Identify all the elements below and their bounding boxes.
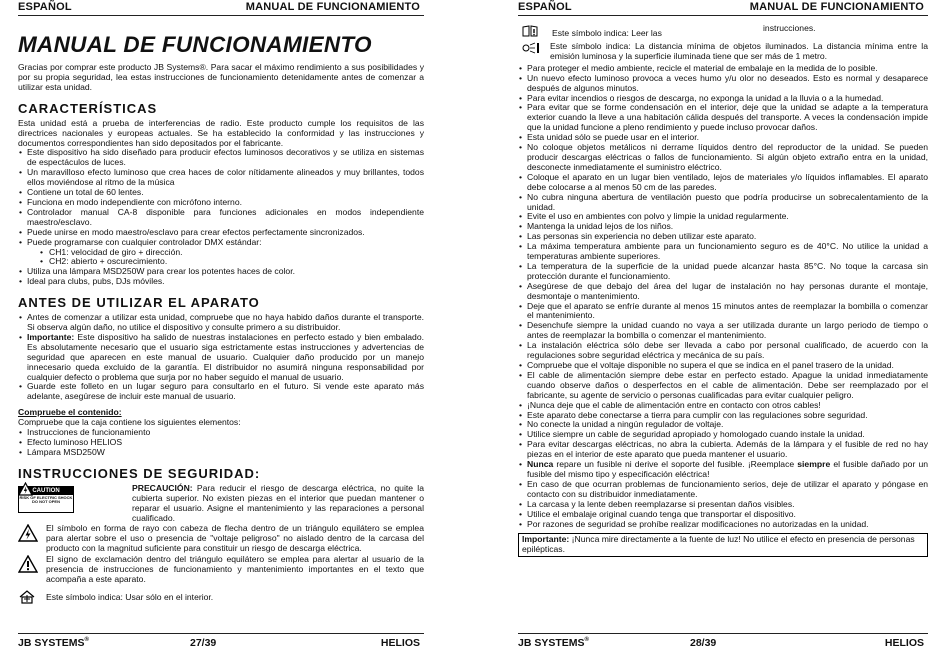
list-item: • La temperatura de la superficie de la unidad puede alcanzar hasta 85°C. No toque la carcasa sin protección durante el funcionamiento. <box>518 262 928 282</box>
footer-brand: JB SYSTEMS® <box>518 637 589 649</box>
header-doc-title: MANUAL DE FUNCIONAMIENTO <box>749 1 924 13</box>
indoor-text: Este símbolo indica: Usar sólo en el interior. <box>46 591 214 602</box>
page-footer <box>518 637 928 651</box>
list-item <box>18 333 424 383</box>
safety-heading: INSTRUCCIONES DE SEGURIDAD: <box>18 465 261 481</box>
dmx-channel: • CH2: abierto + oscurecimiento. <box>27 257 424 267</box>
important-label: Importante: <box>27 331 75 342</box>
list-item: • ¡Nunca deje que el cable de alimentación entre en contacto con otros cables! <box>518 401 928 411</box>
list-item: • Este aparato debe conectarse a tierra para cumplir con las regulaciones sobre seguridad. <box>518 411 928 421</box>
before-use-heading: ANTES DE UTILIZAR EL APARATO <box>18 295 260 311</box>
page-header <box>518 1 928 15</box>
list-item: • Utiliza una lámpara MSD250W para crear los potentes haces de color. <box>18 267 424 277</box>
list-item: • Instrucciones de funcionamiento <box>18 428 424 438</box>
list-item: • La máxima temperatura ambiente para un funcionamiento seguro es de 40°C. No utilice la unidad a temperaturas ambiente superiores. <box>518 242 928 262</box>
dmx-channel-list <box>27 248 424 268</box>
exclamation-warning-icon <box>18 555 38 573</box>
main-title: MANUAL DE FUNCIONAMIENTO <box>18 32 372 57</box>
minimum-distance-icon <box>521 42 541 54</box>
list-item: • Controlador manual CA-8 disponible para funciones adicionales en modos independiente maestro/esclavo. <box>18 208 424 228</box>
important-text: ¡Nunca mire directamente a la fuente de luz! No utilice el efecto en presencia de personas epilépticas. <box>522 534 915 555</box>
read-instructions-text-end: instrucciones. <box>763 23 816 33</box>
features-text: Esta unidad está a prueba de interferencias de radio. Este producto cumple los requisitos de las directrices nacionales y europeas actuales. Se ha establecido la conformidad y las instrucciones y documentos correspondientes han sido depositados por el fabricante. <box>18 117 424 148</box>
right-content <box>518 24 928 557</box>
safety-list <box>518 64 928 530</box>
header-language: ESPAÑOL <box>18 1 72 13</box>
header-rule <box>518 15 928 16</box>
list-item: • El cable de alimentación siempre debe estar en perfecto estado. Apague la unidad inmediatamente cuando observe daños o desperfectos en el cable de alimentación. Debe ser reemplazado por el fabricante, su agente de servicio o personas cualificadas para evitar cualquier peligro. <box>518 371 928 401</box>
list-item: • Contiene un total de 60 lentes. <box>18 188 424 198</box>
features-heading: CARACTERÍSTICAS <box>18 100 158 116</box>
list-item: • Un maravilloso efecto luminoso que crea haces de color nítidamente alineados y muy brillantes, todos ellos moviéndose al ritmo de la música <box>18 168 424 188</box>
list-item: • Por razones de seguridad se prohíbe realizar modificaciones no autorizadas en la unidad. <box>518 520 928 530</box>
intro-paragraph: Gracias por comprar este producto JB Systems®. Para sacar el máximo rendimiento a sus posibilidades y por su propia seguridad, lea estas instrucciones de funcionamiento detenidamente antes de comenzar a utilizar esta unidad. <box>18 62 424 92</box>
list-item: • Guarde este folleto en un lugar seguro para consultarlo en el futuro. Si vende este aparato más adelante, asegúrese de incluir este manual de usuario. <box>18 382 424 402</box>
list-item: • Lámpara MSD250W <box>18 448 424 458</box>
footer-product: HELIOS <box>380 637 420 649</box>
list-item: • Las personas sin experiencia no deben utilizar este aparato. <box>518 232 928 242</box>
dmx-channel: • CH1: velocidad de giro + dirección. <box>27 248 424 258</box>
list-item: • Un nuevo efecto luminoso provoca a veces humo y/u olor no deseados. Esto es normal y desaparece después de algunos minutos. <box>518 74 928 94</box>
list-item: • Desenchufe siempre la unidad cuando no vaya a ser utilizada durante un largo periodo de tiempo o antes de reemplazar la bombilla o comenzar el mantenimiento. <box>518 321 928 341</box>
lightning-triangle-icon <box>18 482 33 496</box>
list-item: • Coloque el aparato en un lugar bien ventilado, lejos de materiales y/o líquidos inflamables. El aparato debe colocarse a al menos 50 cm de las paredes. <box>518 173 928 193</box>
list-item: • No cubra ninguna abertura de ventilación puesto que podría producirse un sobrecalentamiento de la unidad. <box>518 193 928 213</box>
list-item: • En caso de que ocurran problemas de funcionamiento serios, deje de utilizar el aparato y póngase en contacto con su distribuidor inmediatamente. <box>518 480 928 500</box>
before-use-list <box>18 313 424 402</box>
page-left <box>18 0 424 654</box>
list-item: • Funciona en modo independiente con micrófono interno. <box>18 198 424 208</box>
precaution-text: Para reducir el riesgo de descarga eléctrica, no quite la cubierta superior. No existen piezas en el interior que puedan mantener o reparar el usuario. Asigne el mantenimiento y las reparaciones a personal cualificado. <box>132 482 424 523</box>
list-item: • Asegúrese de que debajo del área del lugar de instalación no hay personas durante el montaje, desmontaje o mantenimiento. <box>518 282 928 302</box>
list-item: • No coloque objetos metálicos ni derrame líquidos dentro del reproductor de la unidad. Se pueden producir descargas eléctricas o fallos de funcionamiento. Si algún objeto extraño entra en la unidad, desconecte inmediatamente el suministro eléctrico. <box>518 143 928 173</box>
features-list <box>18 148 424 287</box>
list-item: • Utilice el embalaje original cuando tenga que transportar el dispositivo. <box>518 510 928 520</box>
header-language: ESPAÑOL <box>518 1 572 13</box>
list-item: • La instalación eléctrica sólo debe ser llevada a cabo por personal cualificado, de acuerdo con la regulaciones sobre seguridad eléctrica y mecánica de su país. <box>518 341 928 361</box>
important-label: Importante: <box>522 534 570 545</box>
page-right <box>518 0 928 654</box>
lightning-text: El símbolo en forma de rayo con cabeza de flecha dentro de un triángulo equilátero se emplea para alertar sobre el uso o presencia de "voltaje peligroso" no aislado dentro de la carcasa del producto con la magnitud suficiente para constituir un riesgo de descarga eléctrica. <box>46 523 424 554</box>
header-rule <box>18 15 424 16</box>
read-instructions-block <box>518 24 928 41</box>
list-item: • Evite el uso en ambientes con polvo y limpie la unidad regularmente. <box>518 212 928 222</box>
lightning-symbol-block <box>18 524 424 554</box>
indoor-house-icon <box>18 590 36 604</box>
list-item: • Ideal para clubs, pubs, DJs móviles. <box>18 277 424 287</box>
list-item: • No conecte la unidad a ningún regulador de voltaje. <box>518 420 928 430</box>
list-item: • Efecto luminoso HELIOS <box>18 438 424 448</box>
list-item: • Antes de comenzar a utilizar esta unidad, compruebe que no haya habido daños durante el transporte. Si observa algún daño, no utilice el dispositivo y consulte primero a su distribuidor. <box>18 313 424 333</box>
list-item: • La carcasa y la lente deben reemplazarse si presentan daños visibles. <box>518 500 928 510</box>
list-item <box>18 238 424 268</box>
check-contents-text: Compruebe que la caja contiene los siguientes elementos: <box>18 417 241 428</box>
distance-symbol-text: Este símbolo indica: La distancia mínima de objetos iluminados. La distancia mínima entre la emisión luminosa y la superficie iluminada tiene que ser más de 1 metro. <box>550 41 928 61</box>
check-contents-title: Compruebe el contenido: <box>18 407 122 418</box>
list-item: • Compruebe que el voltaje disponible no supera el que se indica en el panel trasero de la unidad. <box>518 361 928 371</box>
footer-product: HELIOS <box>884 637 924 649</box>
exclamation-symbol-block <box>18 555 424 585</box>
list-item: • Puede unirse en modo maestro/esclavo para crear efectos perfectamente sincronizados. <box>18 228 424 238</box>
dmx-intro: Puede programarse con cualquier controlador DMX estándar: <box>27 236 262 247</box>
list-item: • Esta unidad sólo se puede usar en el interior. <box>518 133 928 143</box>
list-item: • Utilice siempre un cable de seguridad apropiado y homologado cuando instale la unidad. <box>518 430 928 440</box>
footer-rule <box>518 633 928 634</box>
caution-label-icon: CAUTION RISK OF ELECTRIC SHOCK DO NOT OPEN <box>18 486 74 513</box>
footer-brand: JB SYSTEMS® <box>18 637 89 649</box>
read-instructions-text: Este símbolo indica: Leer las <box>552 28 662 38</box>
left-content <box>18 33 424 604</box>
lightning-warning-icon <box>18 524 38 542</box>
list-item: • Deje que el aparato se enfríe durante al menos 15 minutos antes de reemplazar la bombilla o comenzar el mantenimiento. <box>518 302 928 322</box>
footer-rule <box>18 633 424 634</box>
footer-page-number: 27/39 <box>190 637 217 649</box>
exclamation-text: El signo de exclamación dentro del triángulo equilátero se emplea para alertar al usuario de la presencia de instrucciones de funcionamiento y mantenimiento importantes en el texto que acompaña a este aparato. <box>46 554 424 584</box>
important-text: Este dispositivo ha salido de nuestras instalaciones en perfecto estado y bien embalado. Es absolutamente necesario que el usuario siga estrictamente estas instrucciones y advertencias de seguridad que aparecen en este manual de usuario. Cualquier daño producido por un manejo innecesario queda excluido de la garantía. El distribuidor no asumirá ninguna responsabilidad por cualquier defecto o problema que surja por no haber seguido el manual de usuario. <box>27 331 424 382</box>
important-notice-box <box>518 533 928 557</box>
list-item: • Para proteger el medio ambiente, recicle el material de embalaje en la medida de lo posible. <box>518 64 928 74</box>
caution-block <box>18 484 424 524</box>
list-item: • Para evitar descargas eléctricas, no abra la cubierta. Además de la lámpara y el fusible de red no hay piezas en el interior de este aparato que pueda mantener el usuario. <box>518 440 928 460</box>
list-item: • Nunca repare un fusible ni derive el soporte del fusible. ¡Reemplace siempre el fusible dañado por un fusible del mismo tipo y especificación eléctrica! <box>518 460 928 480</box>
footer-page-number: 28/39 <box>690 637 717 649</box>
header-doc-title: MANUAL DE FUNCIONAMIENTO <box>245 1 420 13</box>
contents-list <box>18 428 424 458</box>
read-instructions-icon <box>522 25 538 37</box>
list-item: • Mantenga la unidad lejos de los niños. <box>518 222 928 232</box>
list-item: • Este dispositivo ha sido diseñado para producir efectos luminosos decorativos y se utiliza en sistemas de espectáculos de luces. <box>18 148 424 168</box>
indoor-symbol-block <box>18 590 424 603</box>
list-item: • Para evitar incendios o riesgos de descarga, no exponga la unidad a la lluvia o a la humedad. <box>518 94 928 104</box>
list-item: • Para evitar que se forme condensación en el interior, deje que la unidad se adapte a la temperatura exterior cuando la lleve a una habitación cálida después del transporte. A veces la condensación impide que la unidad funcione a pleno rendimiento y puede incluso provocar daños. <box>518 103 928 133</box>
page-header <box>18 1 424 15</box>
page-footer <box>18 637 424 651</box>
precaution-label: PRECAUCIÓN: <box>132 482 193 493</box>
distance-symbol-block <box>518 42 928 62</box>
